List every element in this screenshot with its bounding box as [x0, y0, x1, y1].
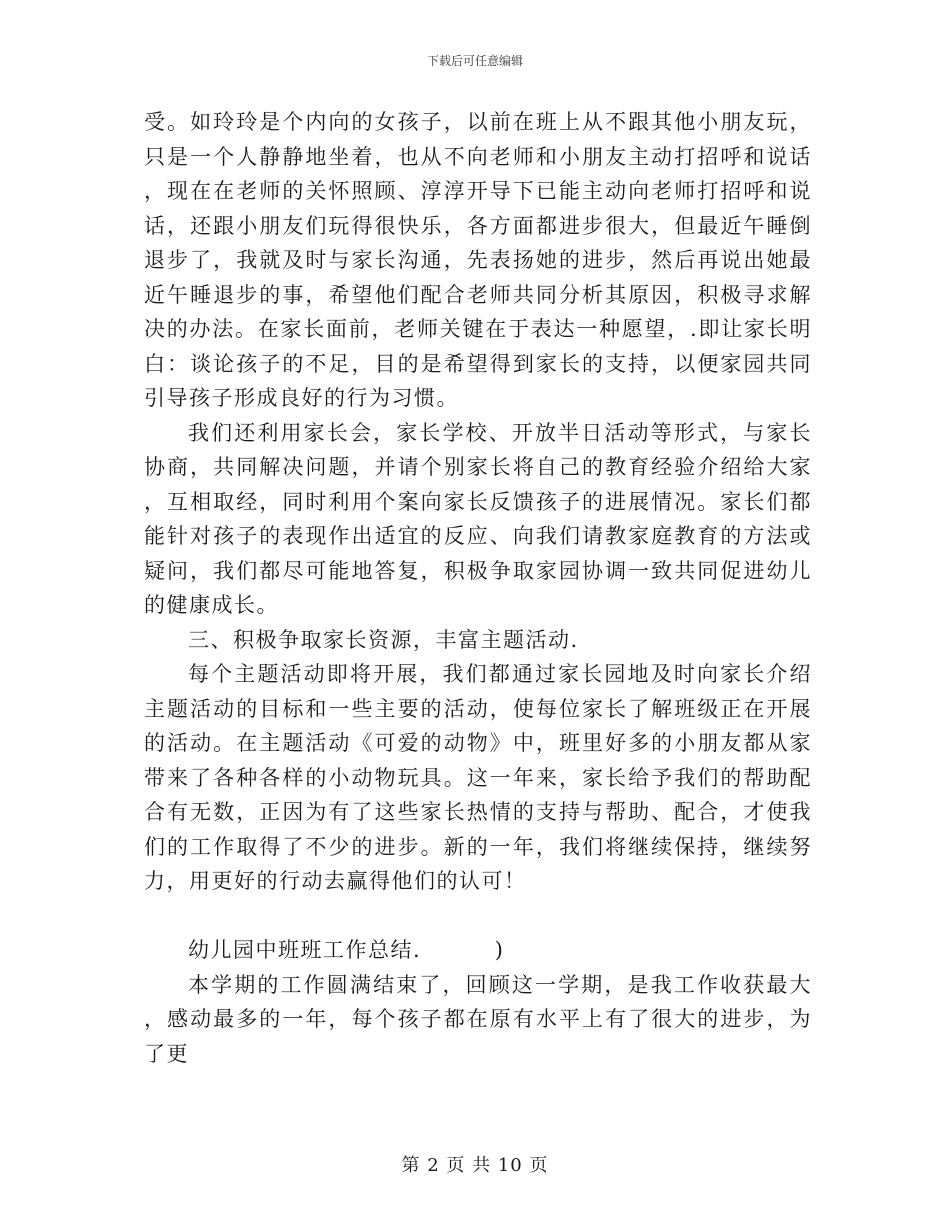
paragraph-semester-summary: 本学期的工作圆满结束了，回顾这一学期，是我工作收获最大，感动最多的一年，每个孩子都在原有水平上有了很大的进步，为了更 — [144, 972, 812, 1066]
page-number-footer: 第 2 页 共 10 页 — [401, 1155, 549, 1176]
paragraph-theme-activities: 每个主题活动即将开展，我们都通过家长园地及时向家长介绍主题活动的目标和一些主要的活动，使每位家长了解班级正在开展的活动。在主题活动《可爱的动物》中，班里好多的小朋友都从家带来了各种各样的小动物玩具。这一年来，家长给予我们的帮助配合有无数，正因为有了这些家长热情的支持与帮助、配合，才使我们的工作取得了不少的进步。新的一年，我们将继续保持，继续努力，用更好的行动去赢得他们的认可！ — [144, 662, 812, 893]
paragraph-continuation: 受。如玲玲是个内向的女孩子，以前在班上从不跟其他小朋友玩，只是一个人静静地坐着，也从不向老师和小朋友主动打招呼和说话，现在在老师的关怀照顾、淳淳开导下已能主动向老师打招呼和说话，还跟小朋友们玩得很快乐，各方面都进步很大，但最近午睡倒退步了，我就及时与家长沟通，先表扬她的进步，然后再说出她最近午睡退步的事，希望他们配合老师共同分析其原因，积极寻求解决的办法。在家长面前，老师关键在于表达一种愿望，.即让家长明白：谈论孩子的不足，目的是希望得到家长的支持，以便家园共同引导孩子形成良好的行为习惯。 — [144, 110, 812, 410]
paragraph-parent-communication: 我们还利用家长会，家长学校、开放半日活动等形式，与家长协商，共同解决问题，并请个别家长将自己的教育经验介绍给大家，互相取经，同时利用个案向家长反馈孩子的进展情况。家长们都能针对孩子的表现作出适宜的反应、向我们请教家庭教育的方法或疑问，我们都尽可能地答复，积极争取家园协调一致共同促进幼儿的健康成长。 — [144, 420, 812, 617]
paragraph-spacer — [144, 899, 812, 934]
page-header: 下载后可任意编辑 — [426, 54, 523, 68]
document-title: 幼儿园中班班工作总结. ) — [188, 938, 505, 962]
section-heading-three: 三、积极争取家长资源，丰富主题活动. — [188, 627, 579, 652]
document-body — [144, 105, 812, 1071]
